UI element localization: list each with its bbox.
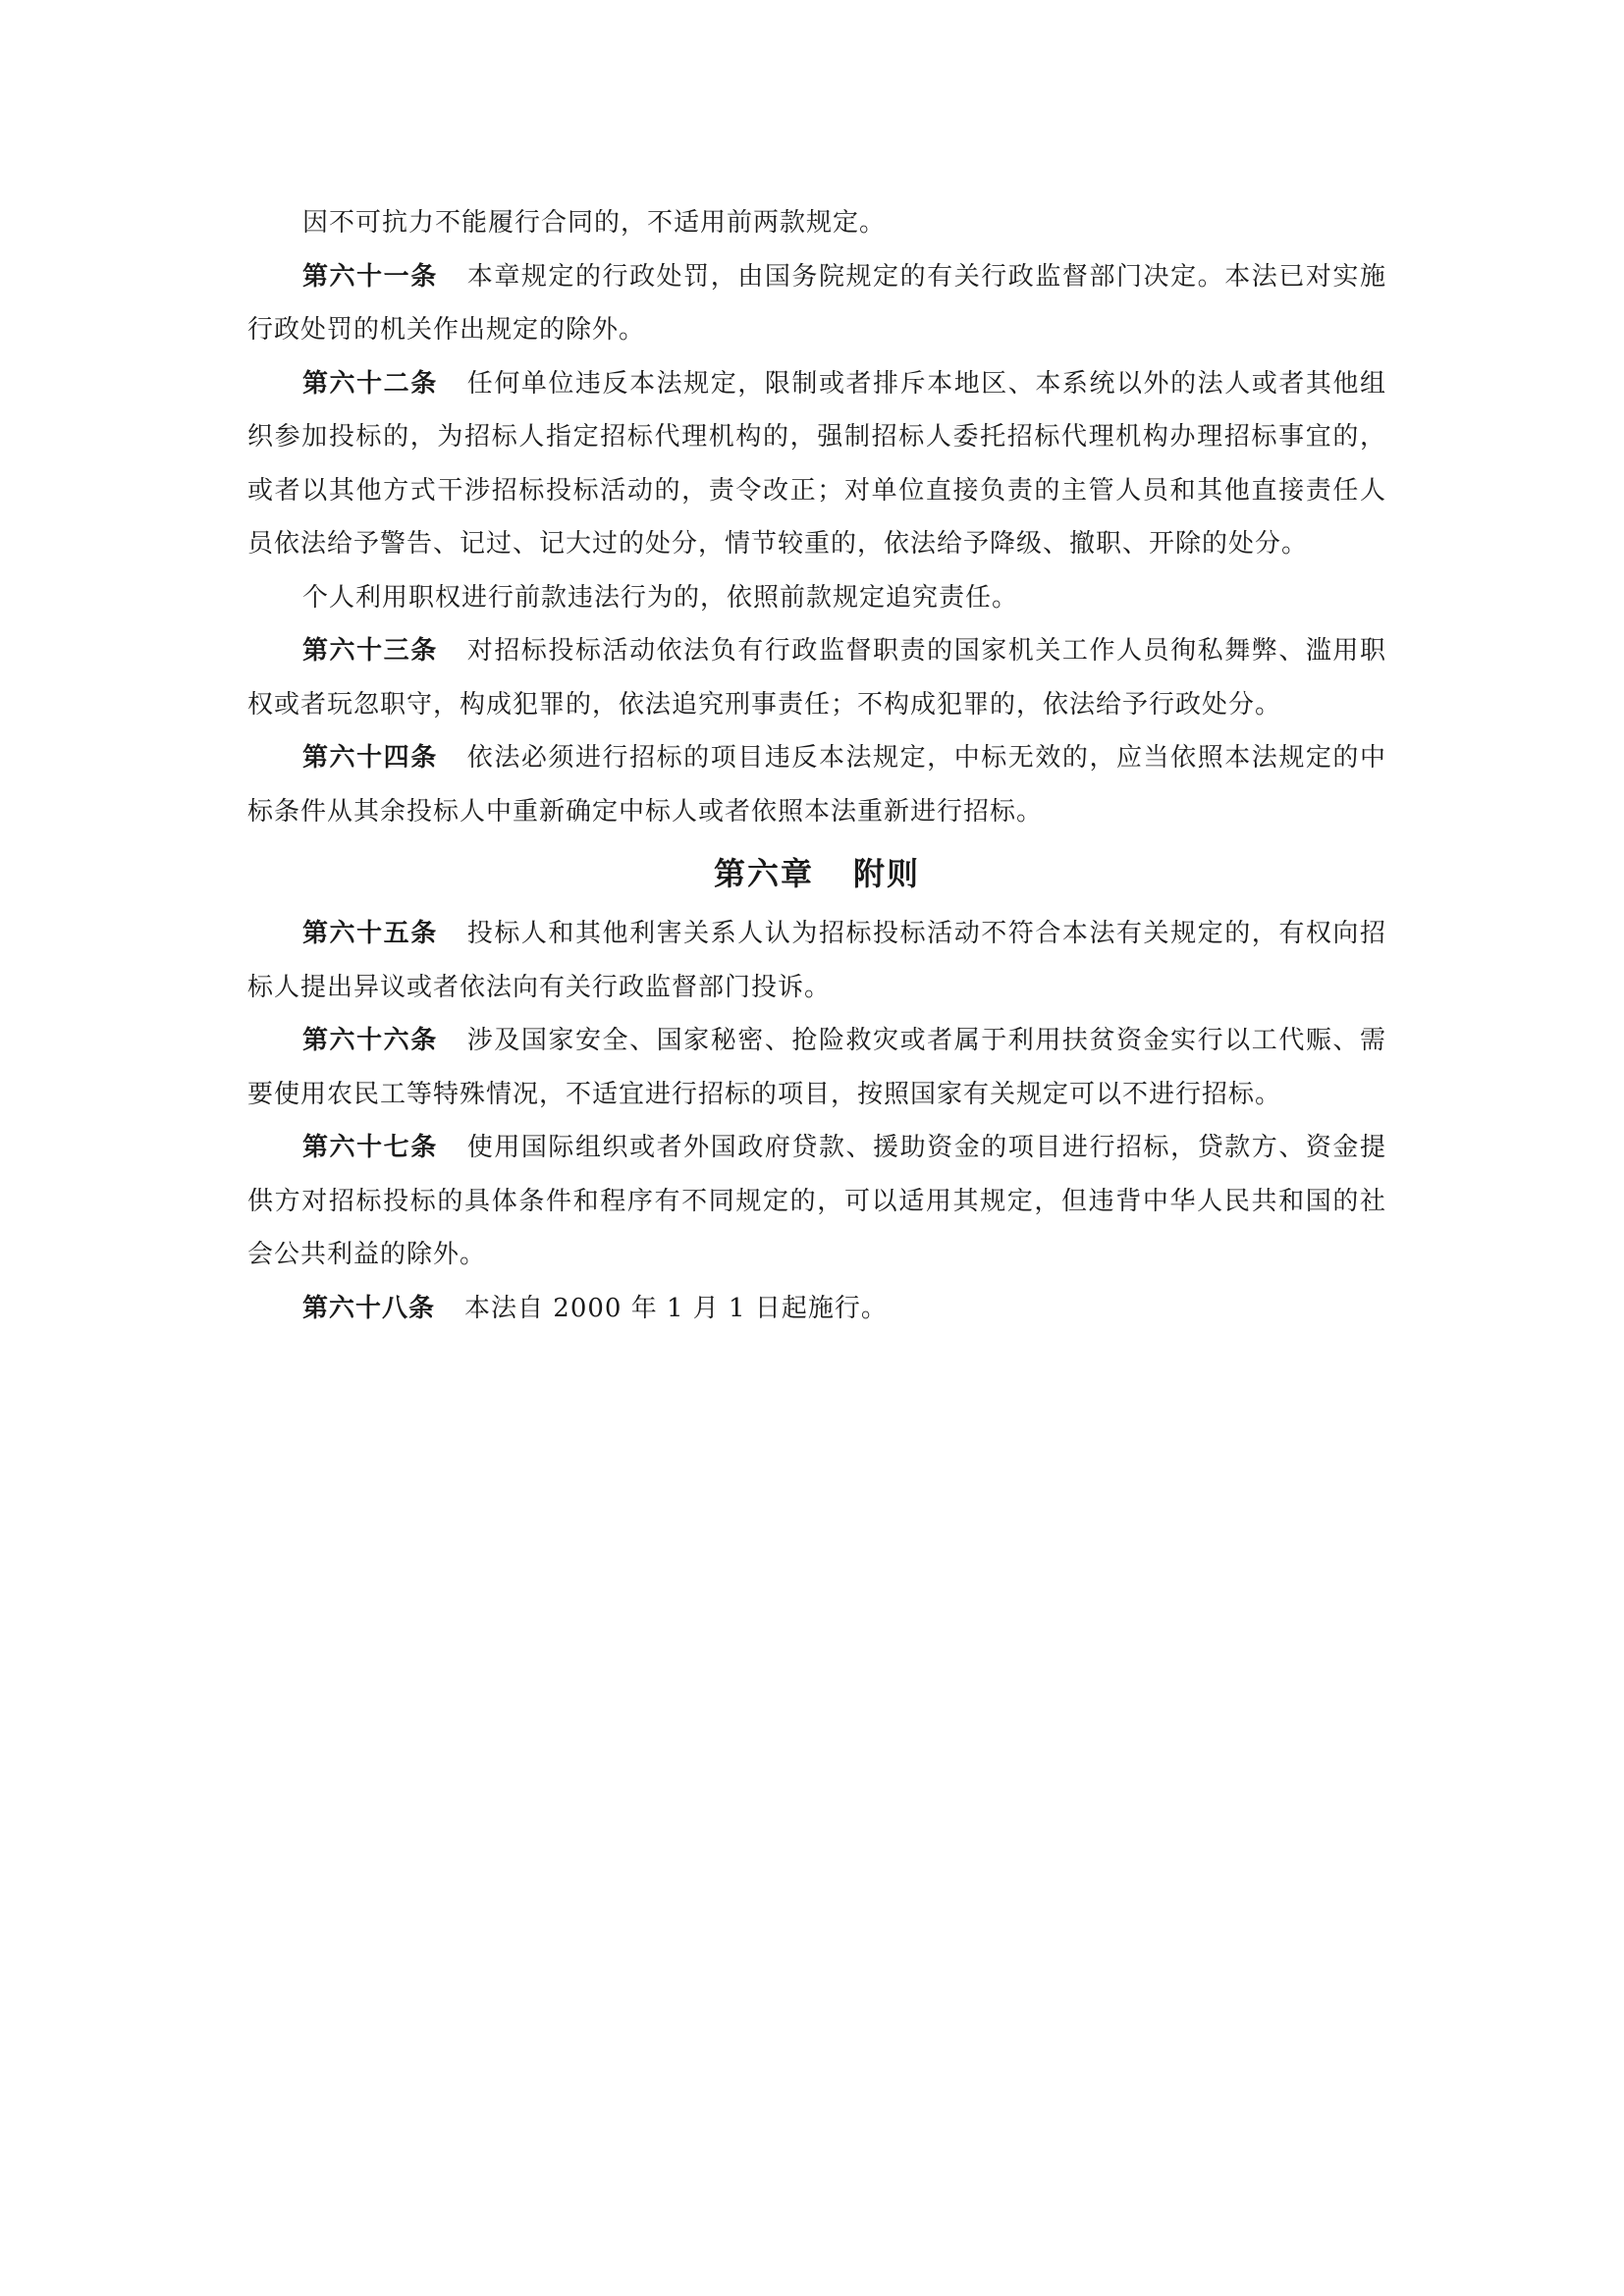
paragraph-continuation (247, 196, 1386, 250)
article-67 (247, 1121, 1386, 1282)
chapter-number: 第六章 (713, 855, 814, 892)
article-64 (247, 731, 1386, 838)
article-text: 对招标投标活动依法负有行政监督职责的国家机关工作人员徇私舞弊、滥用职权或者玩忽职守，构成犯罪的，依法追究刑事责任；不构成犯罪的，依法给予行政处分。 (247, 636, 1386, 720)
article-number: 第六十一条 (302, 261, 438, 292)
article-text: 涉及国家安全、国家秘密、抢险救灾或者属于利用扶贫资金实行以工代赈、需要使用农民工等特殊情况，不适宜进行招标的项目，按照国家有关规定可以不进行招标。 (247, 1026, 1386, 1109)
article-text: 依法必须进行招标的项目违反本法规定，中标无效的，应当依照本法规定的中标条件从其余投标人中重新确定中标人或者依照本法重新进行招标。 (247, 743, 1386, 827)
article-63 (247, 624, 1386, 731)
article-text: 本法自 2000 年 1 月 1 日起施行。 (464, 1293, 888, 1323)
paragraph-text: 个人利用职权进行前款违法行为的，依照前款规定追究责任。 (302, 582, 1019, 613)
article-68 (247, 1282, 1386, 1336)
article-number: 第六十六条 (302, 1026, 438, 1055)
article-text: 使用国际组织或者外国政府贷款、援助资金的项目进行招标，贷款方、资金提供方对招标投标的具体条件和程序有不同规定的，可以适用其规定，但违背中华人民共和国的社会公共利益的除外。 (247, 1133, 1386, 1269)
article-text: 投标人和其他利害关系人认为招标投标活动不符合本法有关规定的，有权向招标人提出异议或者依法向有关行政监督部门投诉。 (247, 919, 1386, 1002)
paragraph-text: 因不可抗力不能履行合同的，不适用前两款规定。 (302, 208, 887, 238)
article-62-paragraph-2 (247, 571, 1386, 625)
article-number: 第六十二条 (302, 368, 438, 399)
article-number: 第六十七条 (302, 1133, 438, 1162)
article-61 (247, 250, 1386, 357)
article-text: 任何单位违反本法规定，限制或者排斥本地区、本系统以外的法人或者其他组织参加投标的，为招标人指定招标代理机构的，强制招标人委托招标代理机构办理招标事宜的，或者以其他方式干涉招标投标活动的，责令改正；对单位直接负责的主管人员和其他直接责任人员依法给予警告、记过、记大过的处分，情节较重的，依法给予降级、撤职、开除的处分。 (247, 368, 1386, 559)
document-page (247, 196, 1386, 1335)
article-65 (247, 907, 1386, 1014)
article-number: 第六十五条 (302, 919, 438, 948)
article-number: 第六十八条 (302, 1293, 436, 1323)
article-number: 第六十四条 (302, 743, 438, 773)
article-number: 第六十三条 (302, 636, 438, 666)
article-text: 本章规定的行政处罚，由国务院规定的有关行政监督部门决定。本法已对实施行政处罚的机关作出规定的除外。 (247, 261, 1386, 345)
chapter-heading (247, 846, 1386, 901)
article-66 (247, 1014, 1386, 1121)
chapter-title: 附则 (853, 855, 921, 892)
article-62 (247, 357, 1386, 571)
